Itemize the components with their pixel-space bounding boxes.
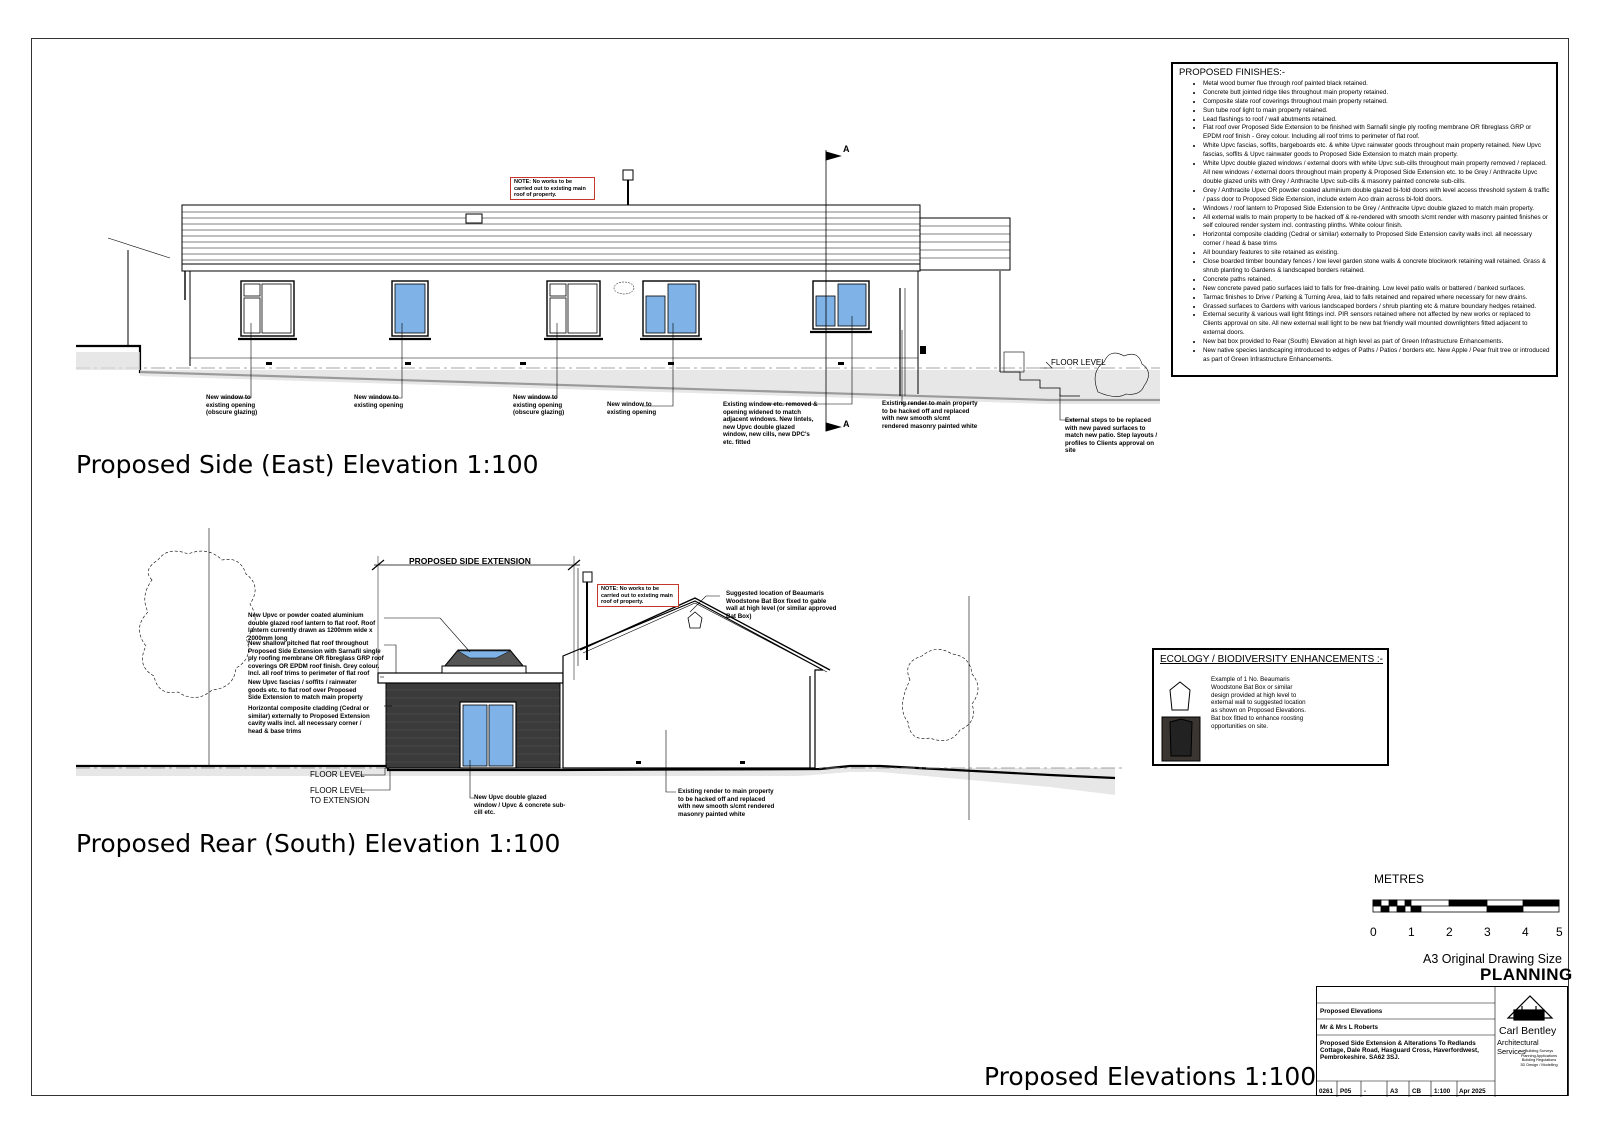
finish-item: • External security & various wall light fittings incl. PIR sensors retained where not affected by new works or replaced to Clients approval on site. All new external wall light to be new bat friendly wall mounted downlighters fitted adjacent to external doors. — [1203, 311, 1550, 338]
east-note-4: New window to existing opening — [607, 401, 657, 416]
scale-bar — [1373, 900, 1559, 912]
section-mark-a-bottom: A — [843, 419, 850, 429]
finishes-list — [1179, 80, 1550, 365]
finish-item: • Horizontal composite cladding (Cedral or similar) externally to Proposed Side Extension cavity walls incl. all necessary corner / head & base trims — [1203, 231, 1550, 249]
finish-item: • Grey / Anthracite Upvc OR powder coated aluminium double glazed bi-fold doors with level access threshold system & traffic / pass door to Proposed Side Extension, include extern Aco drain across bi-fold doors. — [1203, 187, 1550, 205]
finish-item: • Grassed surfaces to Gardens with various landscaped borders / shrub planting etc & mature boundary hedges retained. — [1203, 303, 1550, 312]
tb-services: Building Surveys Planning Applications Building Regulations 3D Design / Modelling — [1520, 1049, 1558, 1067]
floor-level-south: FLOOR LEVEL — [310, 770, 365, 779]
finishes-heading: PROPOSED FINISHES:- — [1179, 67, 1286, 78]
finish-item: • Tarmac finishes to Drive / Parking & Turning Area, laid to falls retained and repaired where necessary for new drains. — [1203, 294, 1550, 303]
finish-item: • White Upvc double glazed windows / external doors with white Upvc sub-cills throughout main property removed / replaced. All new windows / external doors throughout main property & Proposed Side Extension etc. to be Grey / Anthracite Upvc double glazed units with Grey / Anthracite Upvc sub-cills & masonry painted concrete sub-cills. — [1203, 160, 1550, 187]
finish-item: • Metal wood burner flue through roof painted black retained. — [1203, 80, 1550, 89]
finish-item: • Close boarded timber boundary fences / low level garden stone walls & concrete blockwork retaining wall retained. Grass & shrub planting to Gardens & landscaped borders retained. — [1203, 258, 1550, 276]
tb-company-sub: Architectural Services — [1497, 1038, 1539, 1056]
floor-level-extension: FLOOR LEVEL TO EXTENSION — [310, 786, 370, 805]
tb-drawn: CB — [1412, 1088, 1422, 1095]
tb-company: Carl Bentley — [1499, 1025, 1557, 1037]
south-note-lantern: New Upvc or powder coated aluminium double glazed roof lantern to flat roof. Roof lantern currently drawn as 1200mm wide x 2000mm long — [248, 612, 376, 642]
tb-date: Apr 2025 — [1459, 1088, 1486, 1095]
tb-drawing-title: Proposed Elevations — [1320, 1008, 1383, 1015]
tb-project: Proposed Side Extension & Alterations To Redlands Cottage, Dale Road, Hasguard Cross, Haverfordwest, Pembrokeshire. SA62 3SJ. — [1320, 1040, 1479, 1062]
tb-drawing-no: P05 — [1340, 1088, 1352, 1095]
tb-scale: 1:100 — [1434, 1088, 1451, 1095]
south-elevation — [76, 528, 1125, 820]
tb-revision: - — [1364, 1088, 1367, 1095]
east-note-1: New window to existing opening (obscure glazing) — [206, 394, 258, 416]
south-note-doors: New Upvc double glazed window / Upvc & concrete sub-cill etc. — [474, 794, 566, 816]
south-note-render: Existing render to main property to be hacked off and replaced with new smooth s/cmt rendered masonry painted white — [678, 788, 775, 818]
south-elevation-title: Proposed Rear (South) Elevation 1:100 — [76, 829, 561, 858]
south-note-bat-box: Suggested location of Beaumaris Woodstone Bat Box fixed to gable wall at high level (or similar approved Bat Box) — [726, 590, 837, 620]
proposed-side-extension-label: PROPOSED SIDE EXTENSION — [409, 556, 531, 566]
proposed-finishes-box — [1171, 62, 1558, 377]
tb-job-no: 0261 — [1319, 1088, 1334, 1095]
scale-label: METRES — [1374, 872, 1425, 886]
floor-level-east: FLOOR LEVEL — [1051, 358, 1106, 367]
finish-item: • Composite slate roof coverings throughout main property retained. — [1203, 98, 1550, 107]
finish-item: • All external walls to main property to be hacked off & re-rendered with smooth s/cmt render with masonry painted finishes or self coloured render system incl. contrasting plinths. White colour finish. — [1203, 214, 1550, 232]
ecology-heading: ECOLOGY / BIODIVERSITY ENHANCEMENTS :- — [1160, 654, 1384, 665]
title-block — [1316, 986, 1568, 1096]
no-works-note-south: NOTE: No works to be carried out to existing main roof of property. — [597, 584, 679, 607]
scale-tick: 5 — [1556, 925, 1563, 939]
south-note-cladding: Horizontal composite cladding (Cedral or similar) externally to Proposed Extension cavity walls incl. all necessary corner / head & base trims — [248, 705, 370, 735]
east-elevation — [76, 150, 1160, 431]
finish-item: • Windows / roof lantern to Proposed Side Extension to be Grey / Anthracite Upvc double glazed to match main property. — [1203, 205, 1550, 214]
sheet-title: Proposed Elevations 1:100 — [984, 1062, 1317, 1091]
east-elevation-title: Proposed Side (East) Elevation 1:100 — [76, 450, 539, 479]
finish-item: • New native species landscaping introduced to edges of Paths / Patios / borders etc. New Apple / Pear fruit tree or introduced as part of Green Infrastructure Enhancements. — [1203, 347, 1550, 365]
finish-item: • Concrete butt jointed ridge tiles throughout main property retained. — [1203, 89, 1550, 98]
no-works-note-east: NOTE: No works to be carried out to existing main roof of property. — [510, 177, 595, 200]
scale-tick: 3 — [1484, 925, 1491, 939]
east-note-2: New window to existing opening — [354, 394, 404, 409]
finish-item: • Flat roof over Proposed Side Extension to be finished with Sarnafil single ply roofing membrane OR fibreglass GRP or EPDM roof finish - Grey colour. Including all roof trims to perimeter of flat roof. — [1203, 124, 1550, 142]
finish-item: • New concrete paved patio surfaces laid to falls for free-draining. Low level patio walls or battered / banked surfaces. — [1203, 285, 1550, 294]
scale-tick: 2 — [1446, 925, 1453, 939]
scale-tick: 1 — [1408, 925, 1415, 939]
finish-item: • Concrete paths retained. — [1203, 276, 1550, 285]
south-note-fascias: New Upvc fascias / soffits / rainwater goods etc. to flat roof over Proposed Side Extension to match main property — [248, 679, 363, 701]
finish-item: • All boundary features to site retained as existing. — [1203, 249, 1550, 258]
east-note-3: New window to existing opening (obscure glazing) — [513, 394, 565, 416]
east-note-7: External steps to be replaced with new paved surfaces to match new patio. Step layouts / profiles to Clients approval on site — [1065, 417, 1158, 454]
south-note-flat-roof: New shallow pitched flat roof throughout Proposed Side Extension with Sarnafil single ply roofing membrane OR fibreglass GRP roof coverings OR EPDM roof finish. Grey colour. Incl. all roof trims to perimeter of flat roof — [248, 640, 384, 677]
finish-item: • White Upvc fascias, soffits, bargeboards etc. & white Upvc rainwater goods throughout main property retained. New Upvc fascias, soffits & Upvc rainwater goods to Proposed Side Extension to match main property. — [1203, 142, 1550, 160]
tb-client: Mr & Mrs L Roberts — [1320, 1024, 1378, 1031]
scale-tick: 4 — [1522, 925, 1529, 939]
finish-item: • New bat box provided to Rear (South) Elevation at high level as part of Green Infrastructure Enhancements. — [1203, 338, 1550, 347]
a3-size-label: A3 Original Drawing Size — [1423, 952, 1562, 966]
east-note-6: Existing render to main property to be hacked off and replaced with new smooth s/cmt rendered masonry painted white — [882, 400, 978, 430]
planning-status: PLANNING — [1480, 965, 1573, 984]
scale-tick: 0 — [1370, 925, 1377, 939]
finish-item: • Lead flashings to roof / wall abutments retained. — [1203, 116, 1550, 125]
ecology-text: Example of 1 No. Beaumaris Woodstone Bat Box or similar design provided at high level to external wall to suggested location as shown on Proposed Elevations. Bat box fitted to enhance roosting opportunities on site. — [1211, 676, 1306, 730]
ecology-box — [1152, 648, 1389, 766]
section-mark-a-top: A — [843, 144, 850, 154]
east-note-5: Existing window etc. removed & opening widened to match adjacent windows. New lintels, new Upvc double glazed window, new cills, new DPC's etc. fitted — [723, 401, 818, 446]
tb-size: A3 — [1390, 1088, 1399, 1095]
finish-item: • Sun tube roof light to main property retained. — [1203, 107, 1550, 116]
